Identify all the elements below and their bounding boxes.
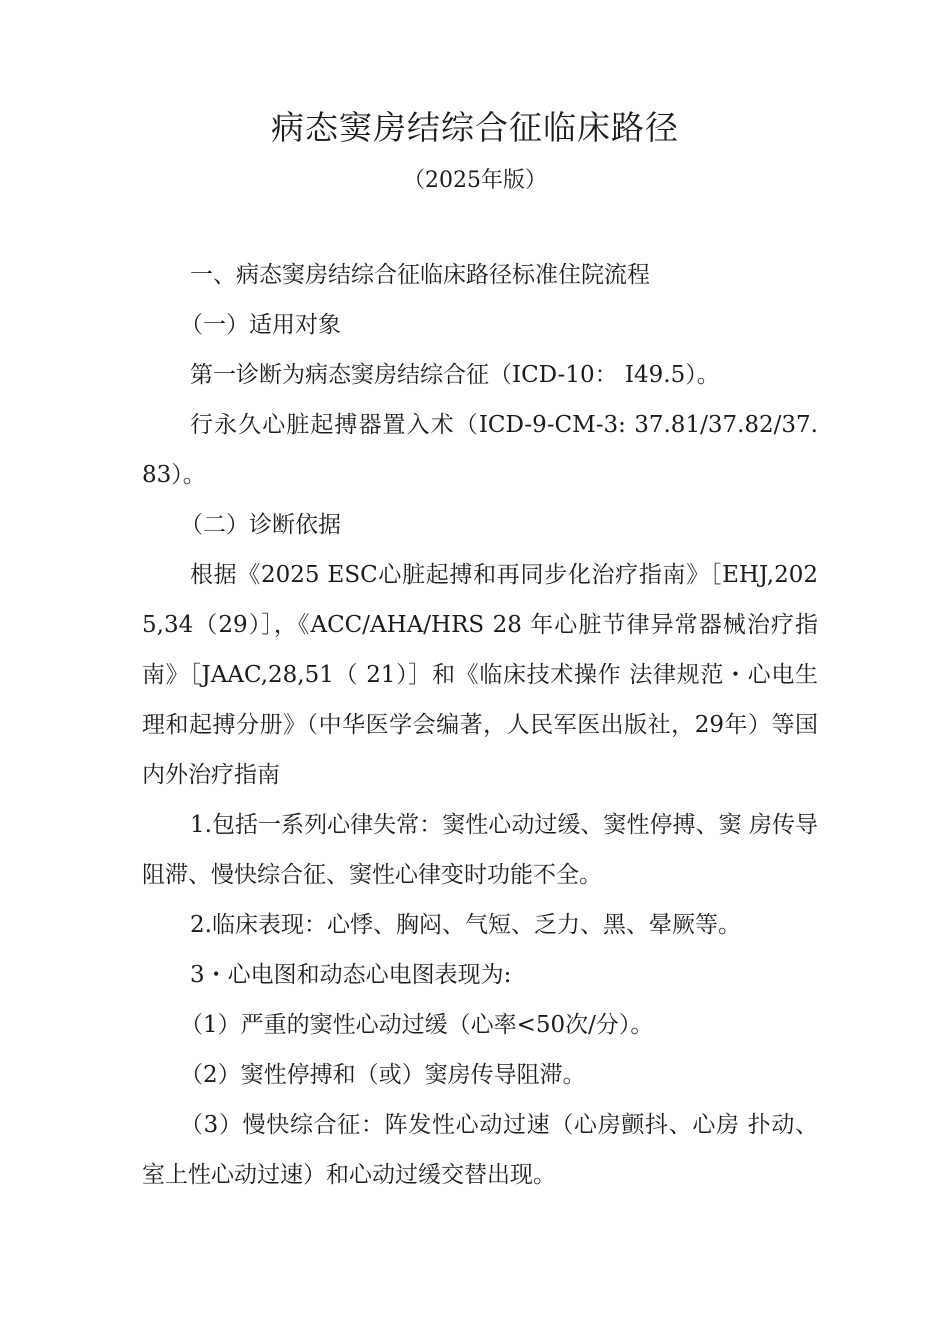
subsection-heading: （二）诊断依据 <box>180 512 341 538</box>
subsection-heading: （一）适用对象 <box>180 312 341 338</box>
document-title: 病态窦房结综合征临床路径 <box>271 108 679 147</box>
paragraph: 第一诊断为病态窦房结综合征（ICD-10： I49.5）。 <box>190 362 720 388</box>
list-item: 3・心电图和动态心电图表现为: <box>190 962 512 988</box>
paragraph: 行永久心脏起搏器置入术（ICD-9-CM-3: 37.81/37.82/37.83）。 <box>142 412 818 488</box>
list-item: 1.包括一系列心律失常：窦性心动过缓、窦性停搏、窦 房传导阻滞、慢快综合征、窦性心律变时功能不全。 <box>142 812 818 888</box>
list-item: 2.临床表现：心悸、胸闷、气短、乏力、黑、晕厥等。 <box>190 912 741 938</box>
document-body <box>142 250 818 1200</box>
section-heading: 一、病态窦房结综合征临床路径标准住院流程 <box>190 262 650 288</box>
list-item: （2）窦性停搏和（或）窦房传导阻滞。 <box>180 1062 586 1088</box>
list-item: （3）慢快综合征：阵发性心动过速（心房颤抖、心房 扑动、室上性心动过速）和心动过缓交替出现。 <box>142 1112 818 1188</box>
document-edition: （2025年版） <box>403 168 547 193</box>
paragraph: 根据《2025 ESC心脏起搏和再同步化治疗指南》［EHJ,2025,34（29）］，《ACC/AHA/HRS 28 年心脏节律异常器械治疗指南》［JAAC,28,51（ 21）］和《临床技术操作 法律规范・心电生理和起搏分册》（中华医学会编著，人民军医出版社，29年）等国内外治疗指南 <box>142 562 818 788</box>
list-item: （1）严重的窦性心动过缓（心率<50次/分）。 <box>180 1012 654 1038</box>
